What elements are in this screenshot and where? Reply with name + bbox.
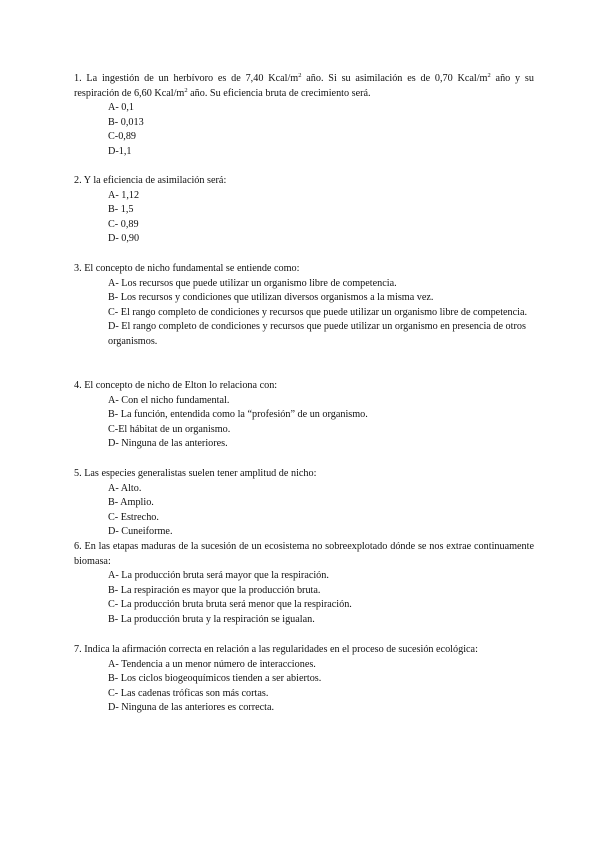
option-d: B- La producción bruta y la respiración se igualan. [108,613,315,625]
question-2 [74,174,534,247]
question-7-stem: 7. Indica la afirmación correcta en relación a las regularidades en el proceso de sucesión ecológica: [74,644,478,655]
question-2-stem: 2. Y la eficiencia de asimilación será: [74,175,227,186]
option-c: C- Estrecho. [108,511,159,523]
option-a: A- Tendencia a un menor número de interacciones. [108,658,316,670]
option-b: B- La función, entendida como la “profesión” de un organismo. [108,409,368,420]
option-b: B- 0,013 [108,116,144,128]
option-d: D- Ninguna de las anteriores es correcta. [108,702,275,713]
option-b: B- 1,5 [108,204,134,215]
option-b: B- Los recursos y condiciones que utilizan diversos organismos a la misma vez. [108,292,434,303]
option-c: C-0,89 [108,131,137,142]
option-c: C- Las cadenas tróficas son más cortas. [108,687,269,699]
option-a: A- 1,12 [108,189,140,201]
question-5 [74,467,534,540]
question-3-stem: 3. El concepto de nicho fundamental se entiende como: [74,263,300,274]
option-c: C- La producción bruta bruta será menor que la respiración. [108,599,352,610]
question-3 [74,262,534,349]
option-d: D- Cuneiforme. [108,526,173,537]
option-a: A- La producción bruta será mayor que la respiración. [108,570,329,581]
option-b: B- Los ciclos biogeoquímicos tienden a ser abiertos. [108,673,322,684]
option-a: A- Con el nicho fundamental. [108,394,230,406]
question-4 [74,379,534,452]
option-b: B- La respiración es mayor que la producción bruta. [108,584,321,596]
question-1 [74,72,534,159]
option-b: B- Amplio. [108,497,154,508]
option-c: C- 0,89 [108,218,139,230]
option-a: A- Alto. [108,482,142,494]
question-5-stem: 5. Las especies generalistas suelen tener amplitud de nicho: [74,468,317,479]
option-d: D- Ninguna de las anteriores. [108,438,228,449]
question-7 [74,643,534,716]
option-c: C-El hábitat de un organismo. [108,423,231,435]
option-c: C- El rango completo de condiciones y recursos que puede utilizar un organismo libre de competencia. [108,306,528,318]
option-d: D-1,1 [108,145,132,157]
option-a: A- Los recursos que puede utilizar un organismo libre de competencia. [108,277,397,289]
question-4-stem: 4. El concepto de nicho de Elton lo relaciona con: [74,380,278,391]
question-1-stem: 1. La ingestión de un herbívoro es de 7,40 Kcal/$m^2$ año. Si su asimilación es de 0,70 Kcal/$m^2$ año y su respiración de 6,60 Kcal/$m^2$ año. Su eficiencia bruta de crecimiento será. [74,72,534,99]
option-a: A- 0,1 [108,102,135,113]
option-d: D- 0,90 [108,233,140,244]
question-6 [74,540,534,627]
option-d: D- El rango completo de condiciones y recursos que puede utilizar un organismo en presencia de otros organismos. [108,321,526,347]
question-6-stem: 6. En las etapas maduras de la sucesión de un ecosistema no sobreexplotado dónde se nos extrae continuamente biomasa: [74,541,534,567]
